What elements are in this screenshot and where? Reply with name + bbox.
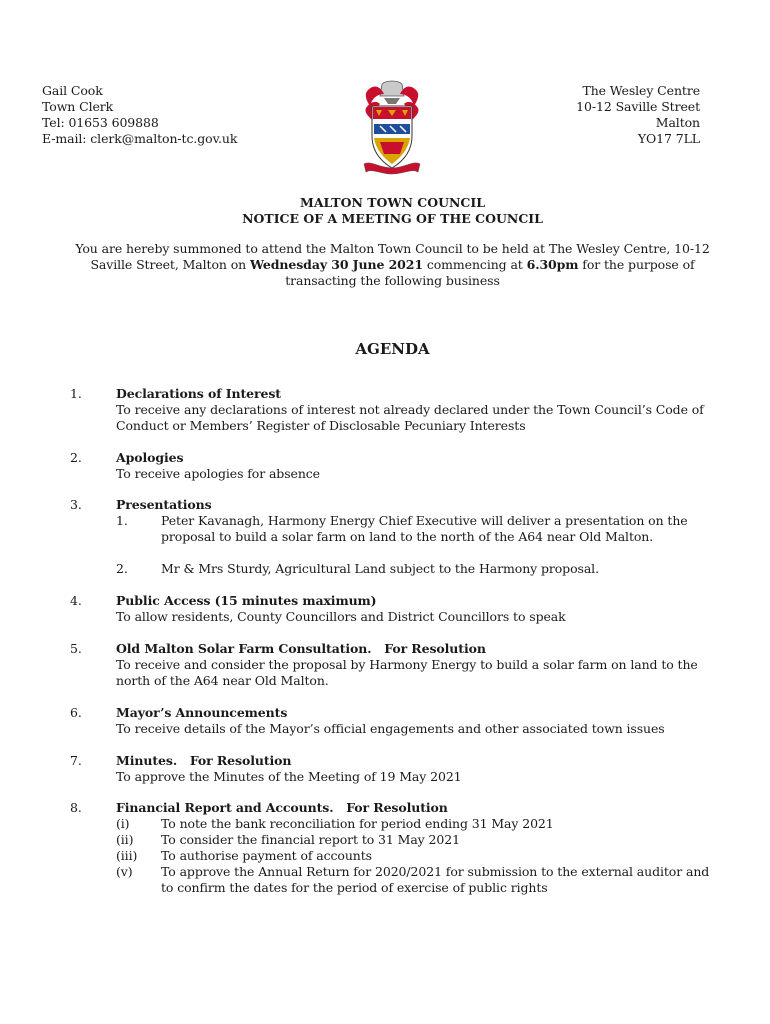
item-number: 8. xyxy=(70,800,82,815)
item-number: 1. xyxy=(70,386,82,401)
sub-item-text: To approve the Annual Return for 2020/2021 for submission to the external auditor and to confirm the dates for the period of exercise of public rights xyxy=(161,864,710,895)
item-title: Financial Report and Accounts. For Resolution xyxy=(116,800,448,815)
sub-item-number: (ii) xyxy=(116,832,134,847)
sub-item xyxy=(116,513,710,545)
agenda-item-7 xyxy=(70,753,710,785)
item-number: 7. xyxy=(70,753,82,768)
address-line: Malton xyxy=(655,115,700,130)
clerk-email: E-mail: clerk@malton-tc.gov.uk xyxy=(42,131,238,146)
summons-text: You are hereby summoned to attend the Malton Town Council to be held at The Wesley Centre, 10-12 Saville Street, Malton on xyxy=(75,241,710,272)
sub-item xyxy=(116,816,710,832)
item-description: To receive and consider the proposal by Harmony Energy to build a solar farm on land to the north of the A64 near Old Malton. xyxy=(116,657,698,688)
agenda-item-6 xyxy=(70,705,710,737)
summons-text: commencing at xyxy=(422,257,527,272)
item-number: 3. xyxy=(70,497,82,512)
address-line: 10-12 Saville Street xyxy=(576,99,700,114)
item-number: 5. xyxy=(70,641,82,656)
summons-paragraph xyxy=(70,241,715,289)
sub-item-text: Mr & Mrs Sturdy, Agricultural Land subject to the Harmony proposal. xyxy=(161,561,599,576)
item-title: Apologies xyxy=(116,450,184,465)
item-description: To approve the Minutes of the Meeting of 19 May 2021 xyxy=(116,769,462,784)
item-title: Minutes. For Resolution xyxy=(116,753,292,768)
sub-item xyxy=(116,848,710,864)
sub-item-text: To consider the financial report to 31 May 2021 xyxy=(161,832,460,847)
meeting-date: Wednesday 30 June 2021 xyxy=(249,257,423,272)
agenda-item-4 xyxy=(70,593,710,625)
sub-item-number: 1. xyxy=(116,513,128,528)
clerk-name: Gail Cook xyxy=(42,83,103,98)
agenda-item-8 xyxy=(70,800,710,896)
sub-item-number: 2. xyxy=(116,561,128,576)
address-line: The Wesley Centre xyxy=(582,83,700,98)
sub-item xyxy=(116,561,710,577)
item-number: 4. xyxy=(70,593,82,608)
sub-item-number: (i) xyxy=(116,816,130,831)
item-description: To receive details of the Mayor’s official engagements and other associated town issues xyxy=(116,721,665,736)
sub-item-text: To note the bank reconciliation for period ending 31 May 2021 xyxy=(161,816,554,831)
agenda-item-1 xyxy=(70,386,710,434)
item-title: Mayor’s Announcements xyxy=(116,705,288,720)
council-crest-logo xyxy=(360,80,424,176)
summons-text: for the purpose of transacting the following business xyxy=(285,257,695,288)
agenda-item-5 xyxy=(70,641,710,689)
item-title: Public Access (15 minutes maximum) xyxy=(116,593,377,608)
agenda-item-3 xyxy=(70,497,710,577)
item-description: To allow residents, County Councillors and District Councillors to speak xyxy=(116,609,566,624)
sub-item xyxy=(116,864,710,896)
agenda-title: AGENDA xyxy=(355,340,430,358)
sub-item-number: (v) xyxy=(116,864,133,879)
meeting-time: 6.30pm xyxy=(526,257,579,272)
council-heading: MALTON TOWN COUNCIL xyxy=(299,195,486,210)
meeting-notice-heading: NOTICE OF A MEETING OF THE COUNCIL xyxy=(242,211,543,226)
venue-address-block xyxy=(576,83,700,147)
item-description: To receive apologies for absence xyxy=(116,466,320,481)
sub-item-text: Peter Kavanagh, Harmony Energy Chief Executive will deliver a presentation on the proposal to build a solar farm on land to the north of the A64 near Old Malton. xyxy=(161,513,688,544)
sub-item-number: (iii) xyxy=(116,848,138,863)
item-title: Presentations xyxy=(116,497,212,512)
sub-item xyxy=(116,832,710,848)
item-number: 2. xyxy=(70,450,82,465)
address-postcode: YO17 7LL xyxy=(637,131,700,146)
item-title: Declarations of Interest xyxy=(116,386,281,401)
item-description: To receive any declarations of interest not already declared under the Town Council’s Code of Conduct or Members’ Register of Disclosable Pecuniary Interests xyxy=(116,402,704,433)
item-title: Old Malton Solar Farm Consultation. For Resolution xyxy=(116,641,486,656)
sub-item-text: To authorise payment of accounts xyxy=(161,848,372,863)
clerk-phone: Tel: 01653 609888 xyxy=(42,115,159,130)
clerk-contact-block xyxy=(42,83,237,147)
item-number: 6. xyxy=(70,705,82,720)
agenda-item-2 xyxy=(70,450,710,482)
clerk-role: Town Clerk xyxy=(42,99,114,114)
